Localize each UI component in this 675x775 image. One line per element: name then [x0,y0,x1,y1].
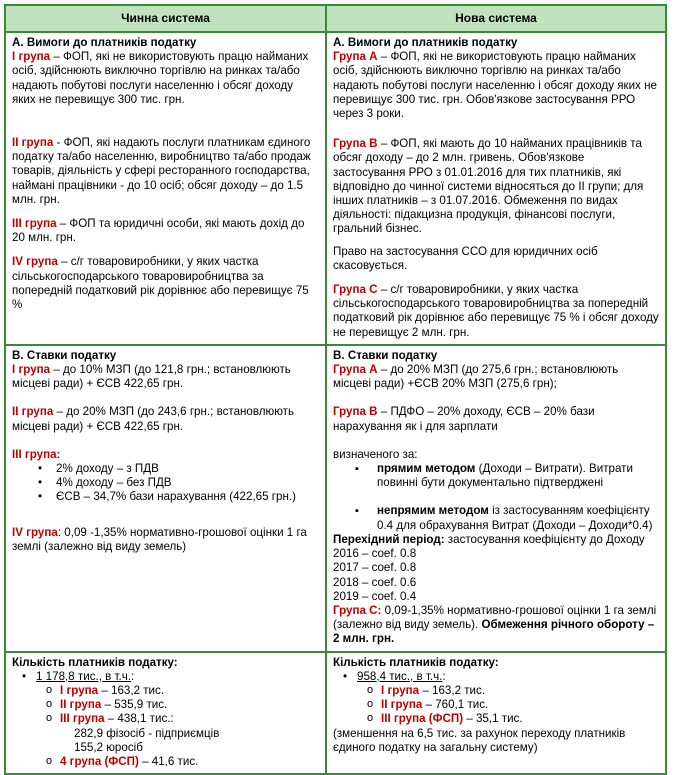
list-item: o ІІІ група – 438,1 тис.: [12,712,319,726]
list-item: o ІІІ група (ФСП) – 35,1 тис. [333,712,659,726]
new-group-a-rate: Група А – до 20% МЗП (до 275,6 грн.; встановлюють місцеві ради) +ЄСВ 20% МЗП (275,6 грн); [333,363,619,391]
list-item: • ЄСВ – 34,7% бази нарахування (422,65 грн.) [12,490,319,504]
reduction-note: (зменшення на 6,5 тис. за рахунок переходу платників єдиного податку на загальну систему) [333,726,626,754]
list-item: o ІІ група – 760,1 тис. [333,698,659,712]
transition-period: Перехідний період: застосування коефіцієнту до Доходу [333,532,645,546]
new-total-payers: • 958,4 тис., в т.ч.: [333,670,659,684]
old-group-2-rate: ІІ група – до 20% МЗП (до 243,6 грн.; встановлюють місцеві ради) + ЄСВ 422,65 грн. [12,405,295,433]
section-b-old [5,345,326,652]
new-group-b-rate: Група В – ПДФО – 20% доходу, ЄСВ – 20% бази нарахування як і для зарплати [333,405,595,433]
old-group-1-requirements: І група – ФОП, які не використовують працю найманих осіб, здійснюють виключно торгівлю на ринках та/або надають побутові послуги населенню і обсяг доходу яких не перевищує 300 тис. грн. [12,50,309,106]
list-item: o ІІ група – 535,9 тис. [12,698,319,712]
section-b-old-title: В. Ставки податку [12,348,117,362]
section-b-new-title: В. Ставки податку [333,348,438,362]
new-group-c-requirements: Група С – с/г товаровиробники, у яких частка сільськогосподарського товаровиробництва за попередній податковий рік дорівнює або перевищує 75 % і обсяг доходу не перевищує 2 млн. грн. [333,283,659,339]
list-item: o І група – 163,2 тис. [12,684,319,698]
coef-row: 2016 – coef. 0.8 [333,547,417,561]
old-group-4-requirements: IV група – с/г товаровиробники, у яких частка сільськогосподарського товаровиробництва за попередній податковий рік дорівнює або перевищує 75 % [12,255,309,312]
section-c-old [5,652,326,775]
coef-row: 2018 – coef. 0.6 [333,575,417,589]
section-c-new [326,652,666,775]
old-group-3-rate-label: ІІІ група: [12,447,61,461]
sso-cancelled-note: Право на застосування ССО для юридичних осіб скасовується. [333,244,598,272]
header-row [5,5,666,32]
section-a-old [5,32,326,345]
old-group-1-rate: І група – до 10% МЗП (до 121,8 грн.; встановлюють місцеві ради) + ЄСВ 422,65 грн. [12,363,291,391]
header-new-system: Нова система [326,5,666,32]
section-b-row [5,345,666,652]
section-a-old-title: А. Вимоги до платників податку [12,36,197,49]
list-item: • 4% доходу – без ПДВ [12,476,319,490]
section-c-old-title: Кількість платників податку: [12,655,178,669]
section-c-row [5,652,666,775]
header-old-system: Чинна система [5,5,326,32]
old-group-3-requirements: ІІІ група – ФОП та юридичні особи, які мають дохід до 20 млн. грн. [12,217,305,245]
sub-item-legal-entities: 155,2 юросіб [74,740,143,754]
list-item: o І група – 163,2 тис. [333,684,659,698]
defined-by-label: визначеного за: [333,447,418,461]
method-list [333,462,659,533]
indirect-method-item: ▪ непрямим методом із застосуванням коефіцієнту 0.4 для обрахування Витрат (Доходи – Доходи*0.4) [333,504,659,532]
section-b-new [326,345,666,652]
old-total-payers: • 1 178,8 тис., в т.ч.: [12,670,319,684]
section-a-new [326,32,666,345]
comparison-table [4,4,667,775]
coef-row: 2019 – coef. 0.4 [333,589,417,603]
old-group-3-rate-list [12,462,319,505]
section-a-new-title: А. Вимоги до платників податку [333,36,518,49]
direct-method-item: ▪ прямим методом (Доходи – Витрати). Витрати повинні бути документально підтверджені [333,462,659,490]
comparison-table-wrap [4,4,665,775]
section-a-row [5,32,666,345]
old-group-2-requirements: ІІ група - ФОП, які надають послуги платникам єдиного податку та/або населенню, виробництво та/або продаж товарів, діяльність у сфері ресторанного господарства, наймані працівники - до 10 осіб; обсяг доходу – до 1.5 млн. грн. [12,136,311,206]
list-item: o 4 група (ФСП) – 41,6 тис. [12,755,319,769]
old-group-4-rate: IV група: 0,09 -1,35% нормативно-грошової оцінки 1 га землі (залежно від виду земель) [12,525,307,553]
section-c-new-title: Кількість платників податку: [333,655,499,669]
new-group-b-requirements: Група В – ФОП, які мають до 10 найманих працівників та обсяг доходу – до 2 млн. гривень. Обов'язкове застосування РРО з 01.01.2016 для тих платників, які відповідно до чинної системи відносяться до ІІ групи; для інших платників – з 01.07.2016. Обмеження по видах діяльності: підакцизна продукція, фінансові послуги, гральний бізнес. [333,137,644,236]
sub-item-individuals: 282,9 фізосіб - підприємців [74,726,220,740]
new-group-c-rate: Група С: 0,09-1,35% нормативно-грошової оцінки 1 га землі (залежно від виду земель). Обмеження річного обороту – 2 млн. грн. [333,603,657,646]
list-item: • 2% доходу – з ПДВ [12,462,319,476]
new-group-a-requirements: Група А – ФОП, які не використовують працю найманих осіб, здійснюють виключно торгівлю на ринках та/або надають побутові послуги населенню і обсяг доходу яких не перевищує 300 тис. грн. Обов'язкове застосування РРО через 3 роки. [333,50,657,121]
coef-row: 2017 – coef. 0.8 [333,561,417,575]
